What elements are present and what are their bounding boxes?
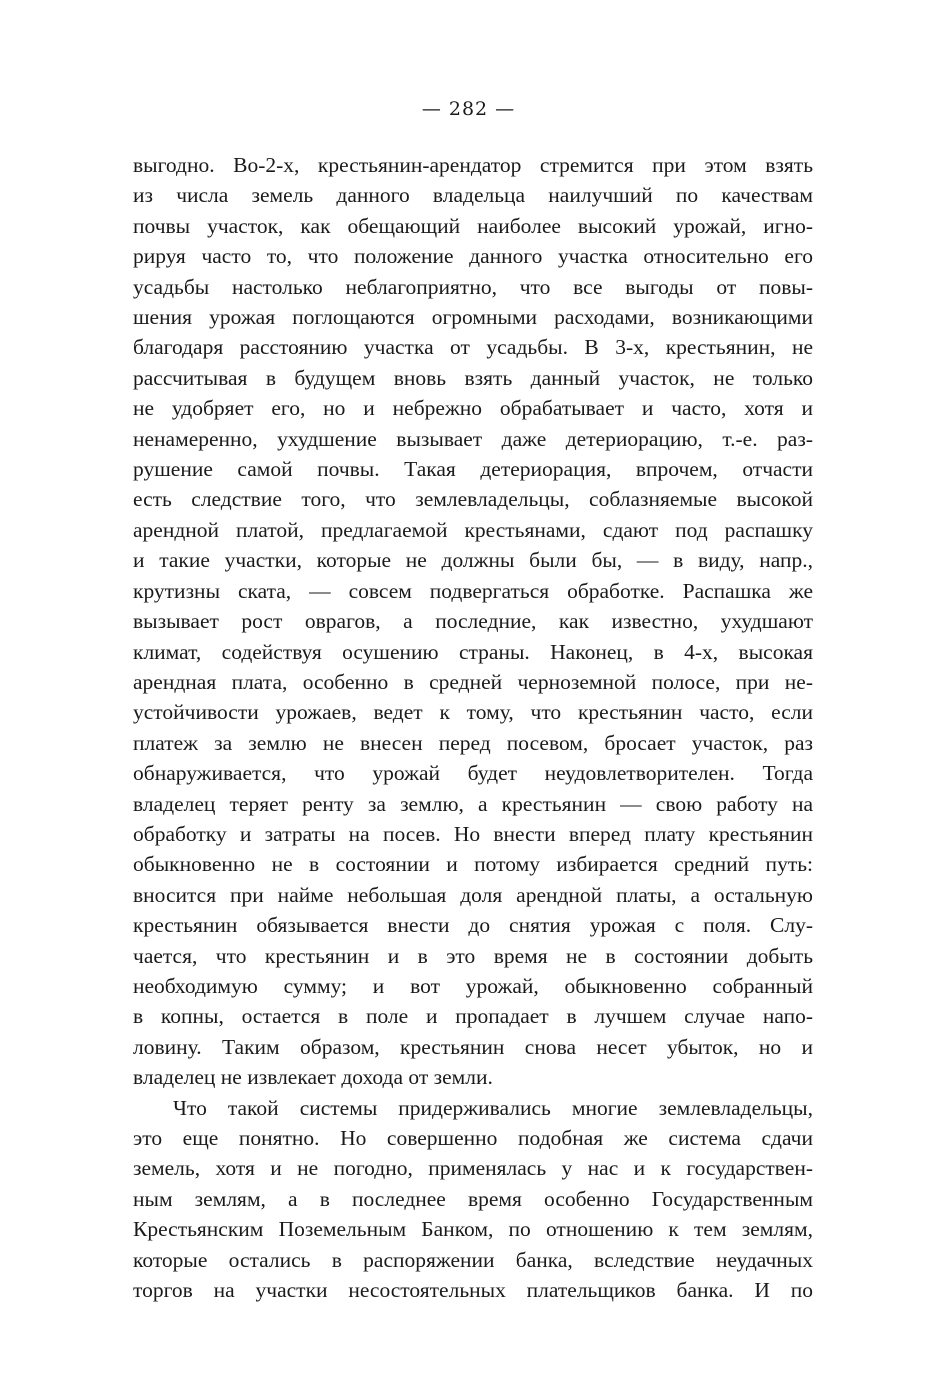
text-line: которые остались в распоряжении банка, вследствие неудачных bbox=[133, 1247, 813, 1272]
text-line: из числа земель данного владельца наилучший по качествам bbox=[133, 183, 813, 208]
text-line: в копны, остается в поле и пропадает в лучшем случае напо- bbox=[133, 1004, 813, 1029]
text-line: климат, содействуя осушению страны. Наконец, в 4-х, высокая bbox=[133, 639, 813, 664]
text-line: обнаруживается, что урожай будет неудовлетворителен. Тогда bbox=[133, 761, 813, 786]
text-line: владелец не извлекает дохода от земли. bbox=[133, 1065, 493, 1090]
page-number: — 282 — bbox=[421, 98, 516, 120]
text-line: благодаря расстоянию участка от усадьбы. В 3-х, крестьянин, не bbox=[133, 335, 813, 360]
text-line: устойчивости урожаев, ведет к тому, что крестьянин часто, если bbox=[133, 700, 813, 725]
text-line: усадьбы настолько неблагоприятно, что все выгоды от повы- bbox=[133, 274, 813, 299]
text-line: необходимую сумму; и вот урожай, обыкновенно собранный bbox=[133, 973, 813, 998]
text-line: не удобряет его, но и небрежно обрабатывает и часто, хотя и bbox=[133, 396, 813, 421]
text-line: почвы участок, как обещающий наиболее высокий урожай, игно- bbox=[133, 213, 813, 238]
text-line: Крестьянским Поземельным Банком, по отношению к тем землям, bbox=[133, 1217, 813, 1242]
text-line: ловину. Таким образом, крестьянин снова несет убыток, но и bbox=[133, 1034, 813, 1059]
body-text bbox=[133, 150, 813, 1305]
text-line: торгов на участки несостоятельных плательщиков банка. И по bbox=[133, 1278, 813, 1303]
text-line: чается, что крестьянин и в это время не в состоянии добыть bbox=[133, 943, 813, 968]
text-line: рируя часто то, что положение данного участка относительно его bbox=[133, 244, 813, 269]
text-line: земель, хотя и не погодно, применялась у нас и к государствен- bbox=[133, 1156, 813, 1181]
text-line: выгодно. Во-2-х, крестьянин-арендатор стремится при этом взять bbox=[133, 153, 813, 177]
text-line: это еще понятно. Но совершенно подобная же система сдачи bbox=[133, 1126, 813, 1150]
text-line: арендной платой, предлагаемой крестьянами, сдают под распашку bbox=[133, 517, 813, 542]
text-line: владелец теряет ренту за землю, а крестьянин — свою работу на bbox=[133, 791, 813, 816]
text-line: платеж за землю не внесен перед посевом, бросает участок, раз bbox=[133, 730, 813, 755]
text-line: вызывает рост оврагов, а последние, как известно, ухудшают bbox=[133, 609, 813, 634]
paragraph-1 bbox=[133, 150, 813, 1093]
text-line: рушение самой почвы. Такая детериорация, впрочем, отчасти bbox=[133, 457, 813, 482]
text-line: ным землям, а в последнее время особенно Государственным bbox=[133, 1186, 813, 1211]
text-line: крутизны ската, — совсем подвергаться обработке. Распашка же bbox=[133, 578, 813, 603]
text-line: арендная плата, особенно в средней черноземной полосе, при не- bbox=[133, 669, 813, 694]
text-line: есть следствие того, что землевладельцы, соблазняемые высокой bbox=[133, 487, 813, 512]
text-line: крестьянин обязывается внести до снятия урожая с поля. Слу- bbox=[133, 913, 813, 938]
text-line: обработку и затраты на посев. Но внести вперед плату крестьянин bbox=[133, 821, 813, 846]
paragraph-2 bbox=[133, 1093, 813, 1306]
text-line: обыкновенно не в состоянии и потому избирается средний путь: bbox=[133, 852, 813, 877]
text-line: вносится при найме небольшая доля арендной платы, а остальную bbox=[133, 882, 813, 907]
text-line: шения урожая поглощаются огромными расходами, возникающими bbox=[133, 305, 813, 330]
text-line: ненамеренно, ухудшение вызывает даже детериорацию, т.-е. раз- bbox=[133, 426, 813, 451]
text-line: и такие участки, которые не должны были бы, — в виду, напр., bbox=[133, 548, 813, 573]
text-line: рассчитывая в будущем вновь взять данный участок, не только bbox=[133, 365, 813, 390]
text-line: Что такой системы придерживались многие землевладельцы, bbox=[173, 1095, 813, 1120]
